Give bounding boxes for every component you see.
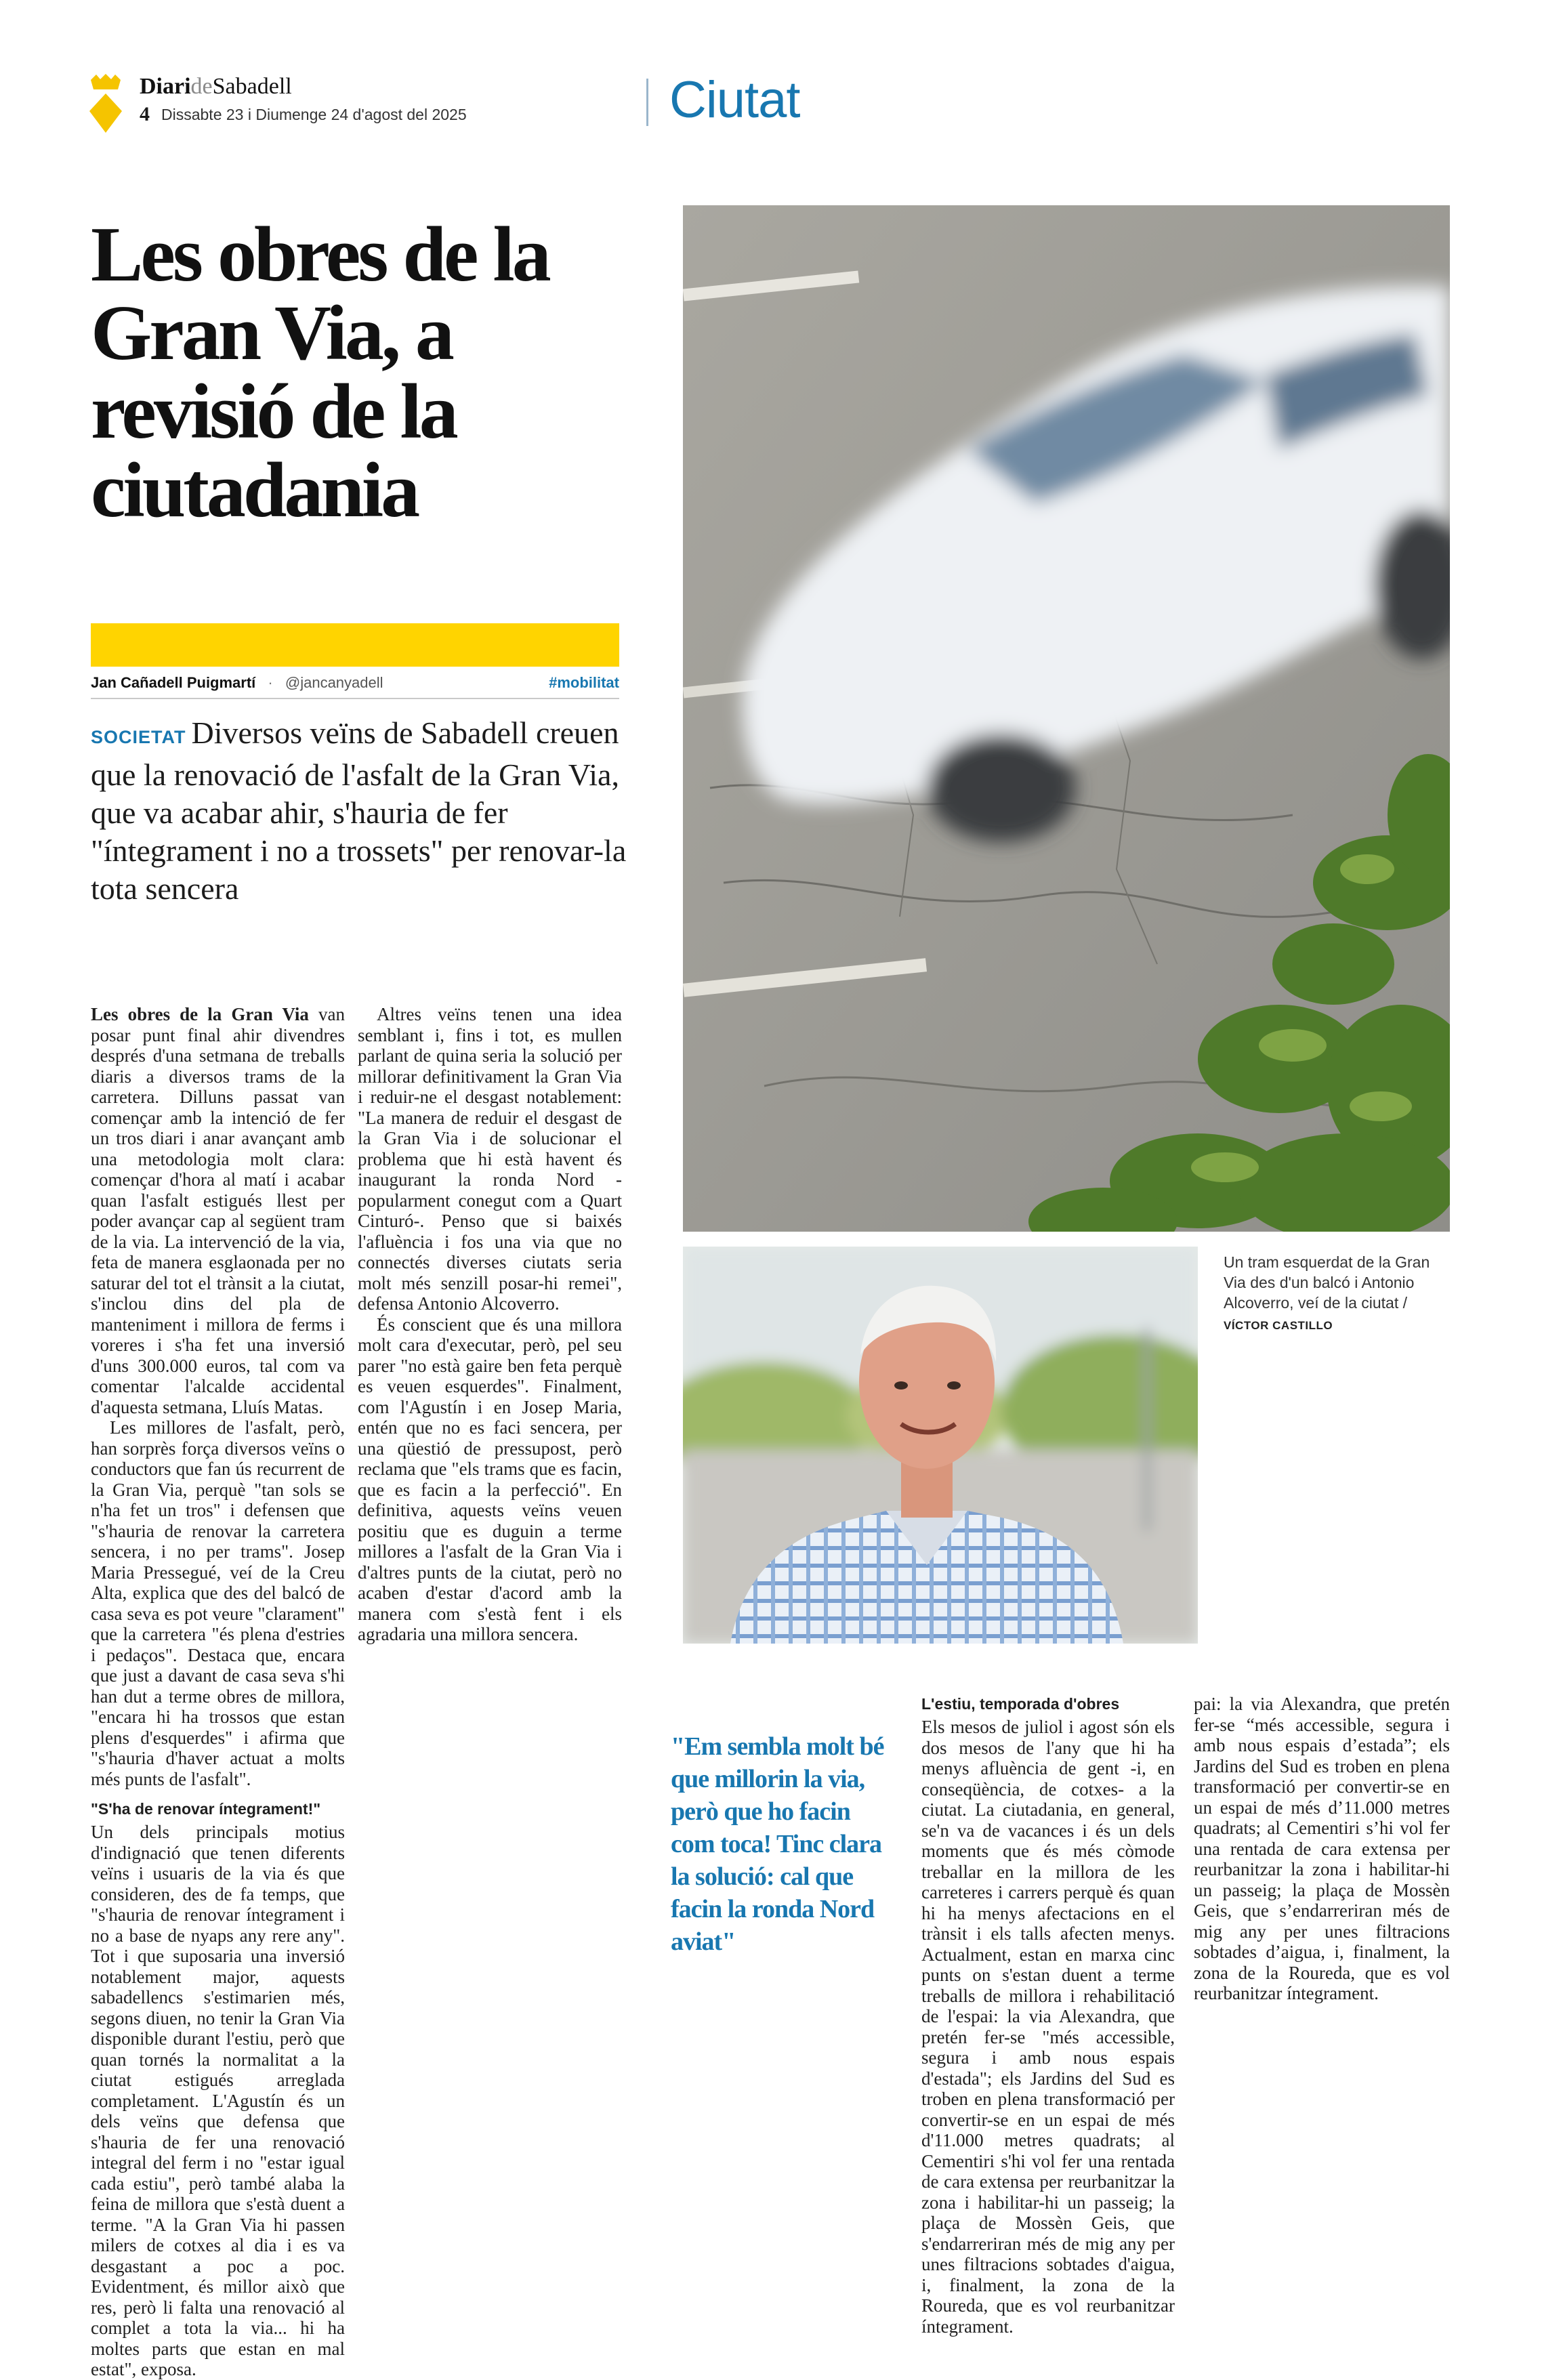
photo-credit: VÍCTOR CASTILLO [1224, 1319, 1333, 1332]
author-handle[interactable]: @jancanyadell [285, 674, 383, 691]
photo-caption [1224, 1252, 1453, 1336]
masthead-brand[interactable] [140, 73, 292, 100]
caption-text: Un tram esquerdat de la Gran Via des d'un balcó i Antonio Alcoverro, veí de la ciutat / [1224, 1253, 1430, 1312]
pull-quote: "Em sembla molt bé que millorin la via, però que ho facin com toca! Tinc clara la solució: cal que facin la ronda Nord aviat" [671, 1732, 884, 1956]
byline [91, 671, 619, 695]
lede-text: Diversos veïns de Sabadell creuen que la renovació de l'asfalt de la Gran Via, que va acabar ahir, s'hauria de fer "íntegrament i no a trossets" per renovar-la tota sencera [91, 715, 627, 906]
issue-date: Dissabte 23 i Diumenge 24 d'agost del 2025 [161, 106, 467, 123]
street-photo[interactable] [683, 205, 1450, 1232]
sabadell-coat-of-arms-icon [87, 73, 125, 134]
page-number: 4 [140, 103, 150, 125]
article-lede [91, 714, 633, 908]
body-column-4 [1194, 1694, 1450, 2003]
paragraph-6-continued: pai: la via Alexandra, que pretén fer-se “més accessible, segura i amb nous espais d’estada”; els Jardins del Sud es troben en plena transformació per convertir-se en un espai de més d’11.000 metres quadrats; al Cementiri s’hi vol fer una rentada de cara extensa per reurbanitzar la zona i habilitar-hi un passeig; la plaça de Mossèn Geis, que s’endarreriran més de mig any per unes filtracions sobtades d’aigua, i, finalment, la zona de la Roureda, que es vol reurbanitzar íntegrament. [1194, 1694, 1450, 2003]
subhead-estiu: L'estiu, temporada d'obres [921, 1695, 1120, 1713]
street-photo-illustration [683, 205, 1450, 1232]
brand-part-3: Sabadell [212, 74, 292, 99]
author-name[interactable]: Jan Cañadell Puigmartí [91, 674, 256, 691]
paragraph-5: És conscient que és una millora molt cara d'executar, però, pel seu parer "no està gaire ben feta perquè es veuen esquerdes". Finalment, com l'Agustín i en Josep Maria, entén que no es faci sencera, per una qüestió de pressupost, però reclama que "els trams que es facin, que es facin a la perfecció". En definitiva, aquests veïns veuen positiu que es duguin a terme millores a l'asfalt de la Gran Via i d'altres punts de la ciutat, però no acaben d'estar d'acord amb la manera com s'està fent i els agradaria una millora sencera. [358, 1314, 622, 1644]
brand-part-1: Diari [140, 74, 191, 99]
brand-part-2: de [190, 74, 213, 99]
portrait-photo[interactable] [683, 1247, 1198, 1644]
paragraph-3: Un dels principals motius d'indignació que tenen diferents veïns i usuaris de la via és que consideren, des de fa temps, que "s'hauria de renovar íntegrament i no a base de nyaps any rere any". Tot i que suposaria una inversió notablement major, aquests sabadellencs s'estimarien més, segons diuen, no tenir la Gran Via disponible durant l'estiu, però que quan tornés la normalitat a la ciutat estigués arreglada completament. L'Agustín és un dels veïns que defensa que s'hauria de fer una renovació integral del ferm i no "estar igual cada estiu", però també alaba la feina de millora que s'està duent a terme. "A la Gran Via hi passen milers de cotxes al dia i es va desgastant a poc a poc. Evidentment, és millor això que res, però li falta una renovació al complet a tota la via... hi ha moltes parts que estan en mal estat", exposa. [91, 1822, 345, 2379]
byline-divider [91, 698, 619, 699]
lead-in: Les obres de la Gran Via [91, 1004, 309, 1024]
paragraph-4: Altres veïns tenen una idea semblant i, fins i tot, es mullen parlant de quina seria la solució per millorar definitivament la Gran Via i reduir-ne el desgast notablement: "La manera de reduir el desgast de la Gran Via i de solucionar el problema que hi està havent és inaugurant la ronda Nord -popularment conegut com a Quart Cinturó-. Penso que si baixés l'afluència i fos una via que no connectés diverses ciutats seria molt més senzill posar-hi remei", defensa Antonio Alcoverro. [358, 1004, 622, 1314]
body-column-3 [921, 1694, 1175, 2337]
portrait-illustration [683, 1247, 1198, 1644]
topic-tag[interactable]: #mobilitat [549, 674, 619, 691]
body-column-1 [91, 1004, 345, 2379]
section-divider [646, 79, 648, 126]
paragraph-6: Els mesos de juliol i agost són els dos mesos de l'any que hi ha menys afluència de gent -i, en conseqüència, de cotxes- a la ciutat. La ciutadania, en general, se'n va de vacances i és un dels moments que és més còmode treballar en la millora de les carreteres i carrers perquè és quan hi ha menys afectacions en el trànsit i els talls afecten menys. Actualment, estan en marxa cinc punts on s'estan duent a terme treballs de millora i rehabilitació de l'espai: la via Alexandra, que pretén fer-se "més accessible, segura i amb nous espais d'estada"; els Jardins del Sud es troben en plena transformació per convertir-se en un espai de més d'11.000 metres quadrats; al Cementiri s'hi vol fer una rentada de cara extensa per reurbanitzar la zona i habilitar-hi un passeig; la plaça de Mossèn Geis, que s'endarreriran més de mig any per unes filtracions sobtades d'aigua, i, finalment, la zona de la Roureda, que es vol reurbanitzar íntegrament. [921, 1717, 1175, 2337]
lede-kicker: SOCIETAT [91, 727, 186, 747]
section-title[interactable]: Ciutat [669, 71, 800, 129]
article-headline: Les obres de la Gran Via, a revisió de la ciutadania [91, 211, 549, 534]
byline-separator: · [268, 674, 273, 691]
paragraph-1-text: van posar punt final ahir divendres després d'una setmana de treballs diaris a diversos trams de la carretera. Dilluns passat van començar amb la intenció de fer un tros diari i anar avançant amb una metodologia molt clara: començar d'hora al matí i acabar quan l'asfalt estigués llest per poder avançar cap al següent tram de la via. La intervenció de la via, feta de manera esglaonada per no saturar del tot el trànsit a la ciutat, s'inclou dins del pla de manteniment i millora de ferms i voreres i s'ha fet una inversió d'uns 300.000 euros, tal com va comentar l'alcalde accidental d'aquesta setmana, Lluís Matas. [91, 1004, 345, 1417]
paragraph-2: Les millores de l'asfalt, però, han sorprès força diversos veïns o conductors que fan ús recurrent de la Gran Via, perquè "tan sols se n'ha fet un tros" i defensen que "s'hauria de renovar la carretera sencera, i no per trams". Josep Maria Pressegué, veí de la Creu Alta, explica que des del balcó de casa seva es pot veure "clarament" que la carretera "és plena d'estries i pedaços". Destaca que, encara que just a davant de casa seva s'hi han dut a terme obres de millora, "encara hi ha trossos que estan plens d'esquerdes" i afirma que "s'hauria d'haver actuat a molts més punts de l'asfalt". [91, 1417, 345, 1789]
headline-highlight-bar [91, 623, 619, 667]
paragraph-1 [91, 1004, 345, 1417]
body-column-2 [358, 1004, 622, 1740]
subhead-renovar: "S'ha de renovar íntegrament!" [91, 1800, 321, 1818]
